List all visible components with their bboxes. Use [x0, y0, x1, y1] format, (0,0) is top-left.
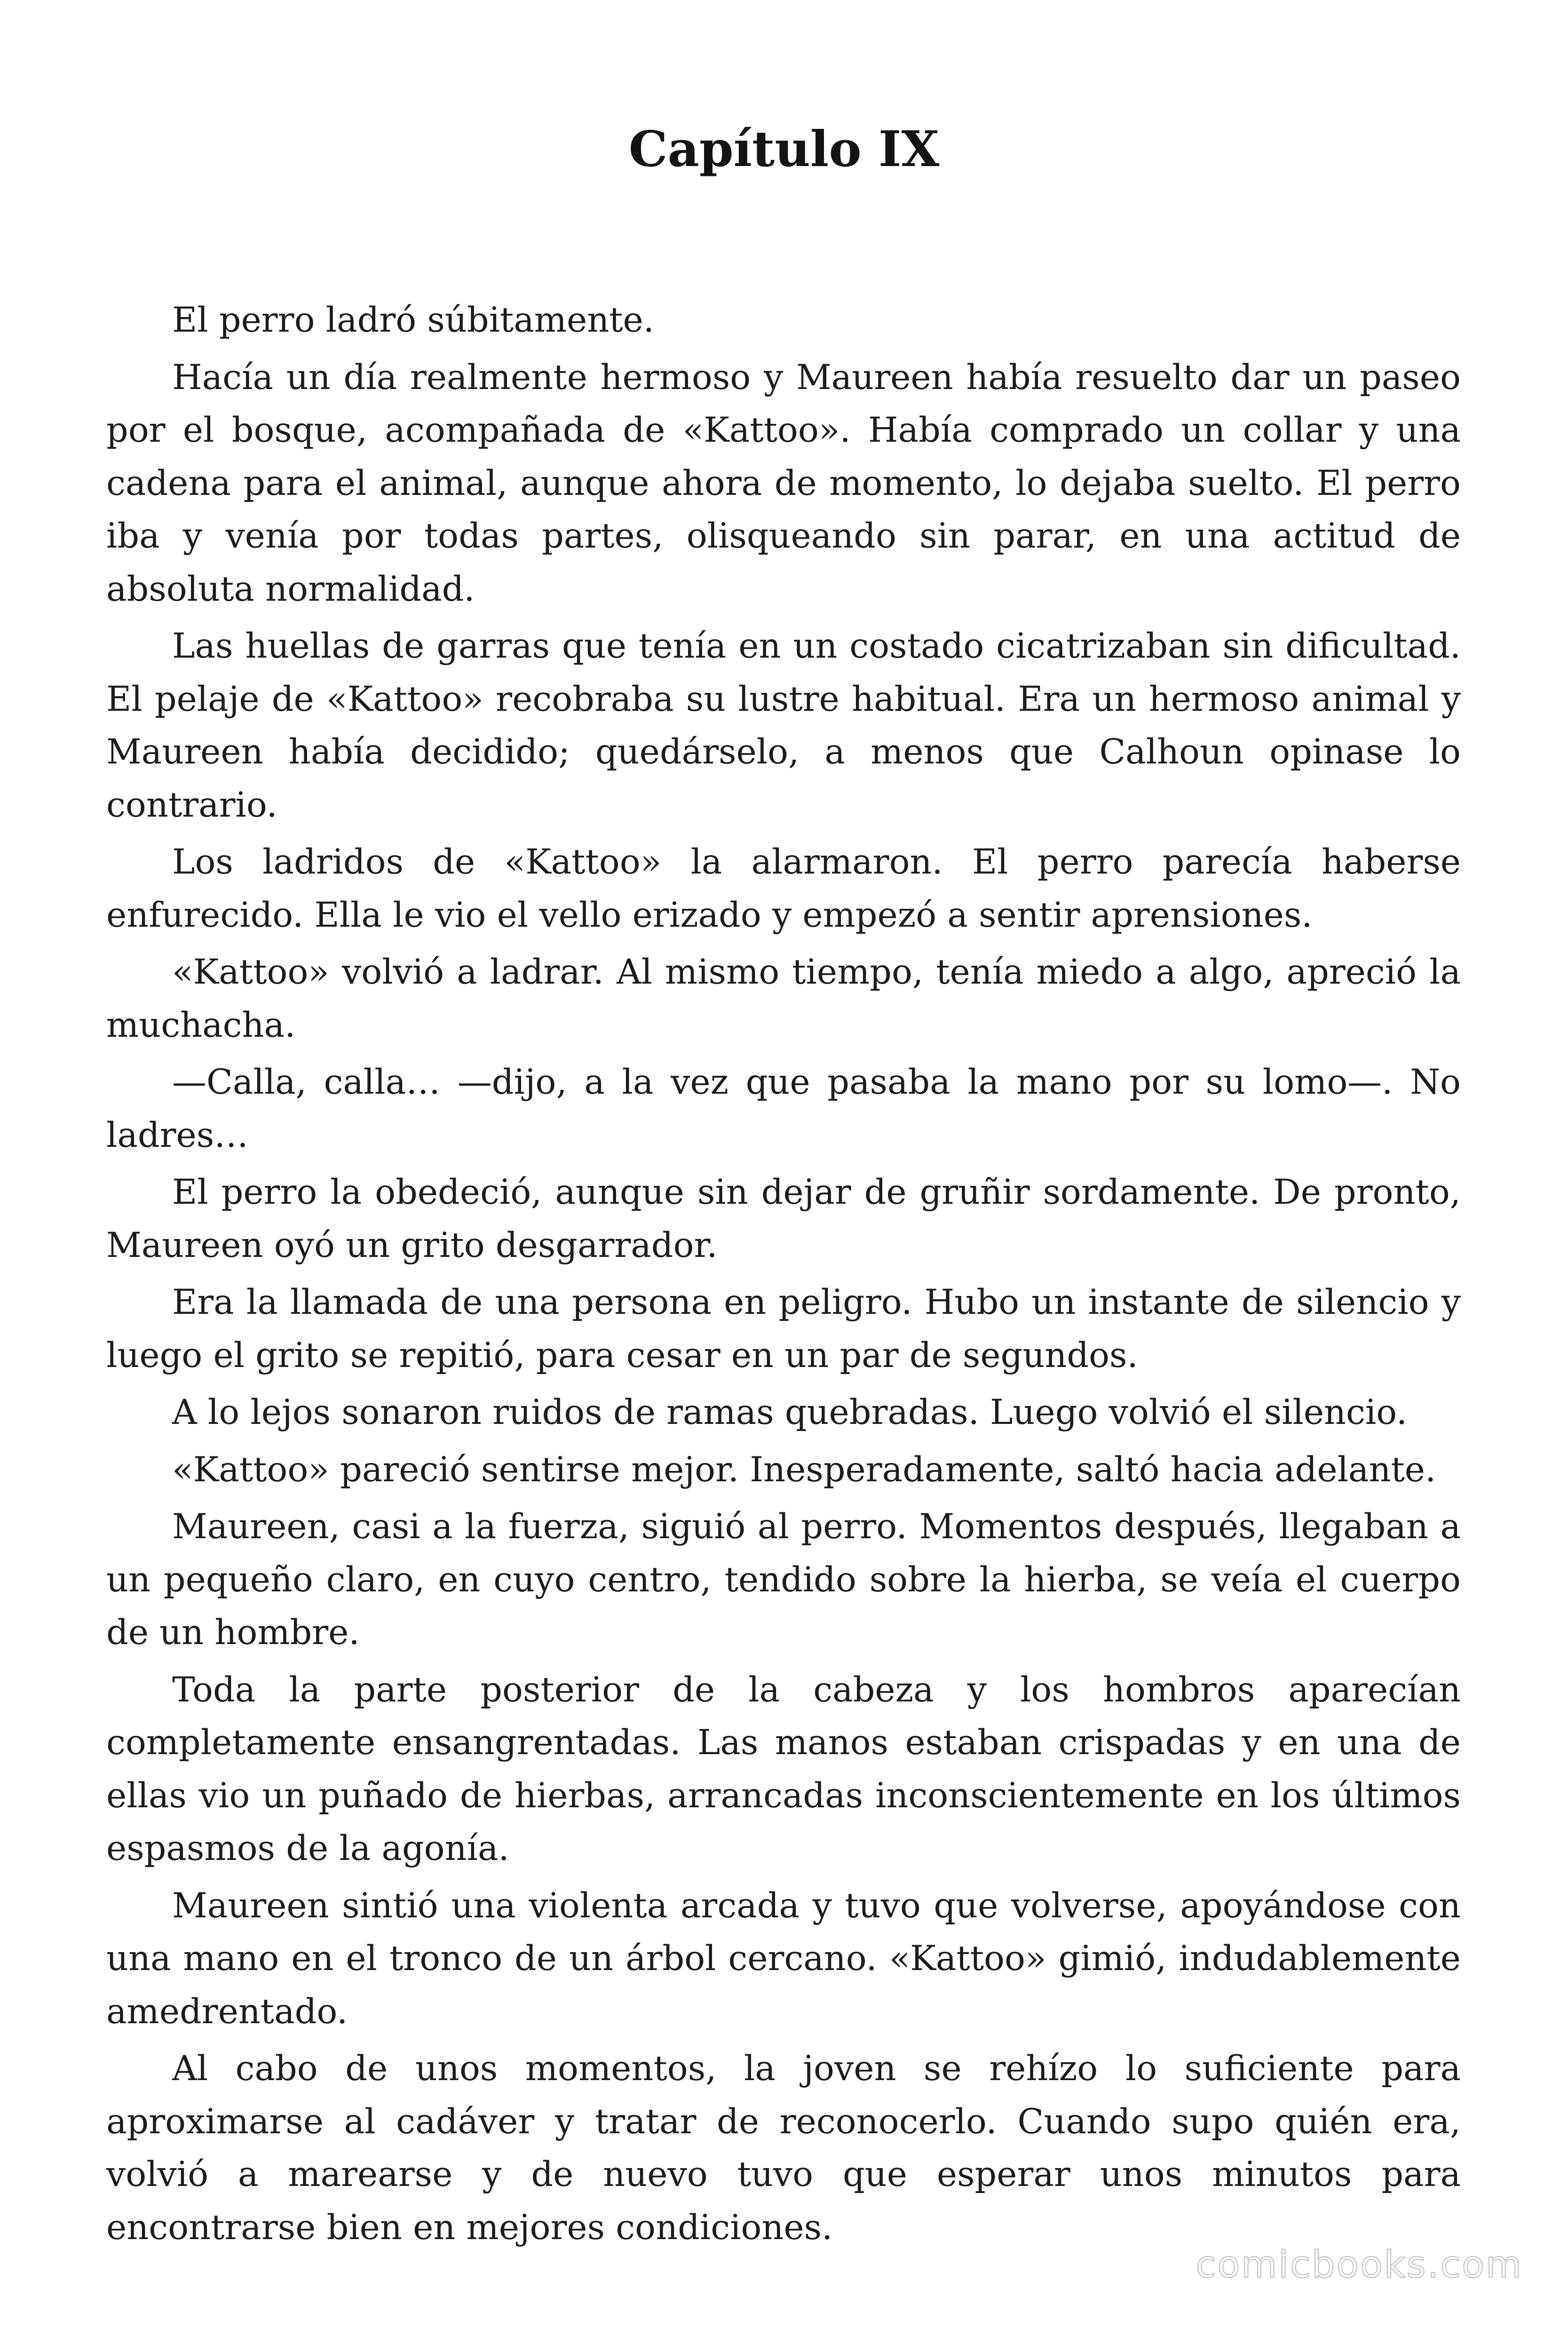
paragraph: Maureen, casi a la fuerza, siguió al perro. Momentos después, llegaban a un pequeño claro, en cuyo centro, tendido sobre la hierba, se veía el cuerpo de un hombre. [106, 1507, 1461, 1653]
paragraph: Al cabo de unos momentos, la joven se rehízo lo suficiente para aproximarse al cadáver y tratar de reconocerlo. Cuando supo quién era, volvió a marearse y de nuevo tuvo que esperar unos minutos para encontrarse bien en mejores condiciones. [106, 2049, 1461, 2248]
paragraph: —Calla, calla… —dijo, a la vez que pasaba la mano por su lomo—. No ladres… [106, 1062, 1461, 1155]
paragraph: «Kattoo» volvió a ladrar. Al mismo tiempo, tenía miedo a algo, apreció la muchacha. [106, 952, 1461, 1045]
paragraph: Los ladridos de «Kattoo» la alarmaron. El perro parecía haberse enfurecido. Ella le vio el vello erizado y empezó a sentir aprensiones. [106, 842, 1461, 935]
paragraph: A lo lejos sonaron ruidos de ramas quebradas. Luego volvió el silencio. [172, 1392, 1408, 1432]
chapter-title: Capítulo IX [628, 120, 940, 178]
watermark: comicbooks.com [1196, 2244, 1523, 2286]
paragraph: «Kattoo» pareció sentirse mejor. Inesperadamente, saltó hacia adelante. [172, 1449, 1436, 1490]
paragraph: El perro ladró súbitamente. [172, 300, 654, 340]
paragraph: Era la llamada de una persona en peligro. Hubo un instante de silencio y luego el grito se repitió, para cesar en un par de segundos. [106, 1282, 1461, 1375]
paragraph: Las huellas de garras que tenía en un costado cicatrizaban sin dificultad. El pelaje de «Kattoo» recobraba su lustre habitual. Era un hermoso animal y Maureen había decidido; quedárselo, a menos que Calhoun opinase lo contrario. [106, 626, 1461, 825]
paragraph: Maureen sintió una violenta arcada y tuvo que volverse, apoyándose con una mano en el tronco de un árbol cercano. «Kattoo» gimió, indudablemente amedrentado. [106, 1885, 1461, 2032]
chapter-body [106, 294, 1461, 2258]
paragraph: El perro la obedeció, aunque sin dejar de gruñir sordamente. De pronto, Maureen oyó un grito desgarrador. [106, 1172, 1461, 1265]
paragraph: Hacía un día realmente hermoso y Maureen había resuelto dar un paseo por el bosque, acompañada de «Kattoo». Había comprado un collar y una cadena para el animal, aunque ahora de momento, lo dejaba suelto. El perro iba y venía por todas partes, olisqueando sin parar, en una actitud de absoluta normalidad. [106, 357, 1461, 609]
paragraph: Toda la parte posterior de la cabeza y los hombros aparecían completamente ensangrentadas. Las manos estaban crispadas y en una de ellas vio un puñado de hierbas, arrancadas inconscientemente en los últimos espasmos de la agonía. [106, 1669, 1461, 1868]
